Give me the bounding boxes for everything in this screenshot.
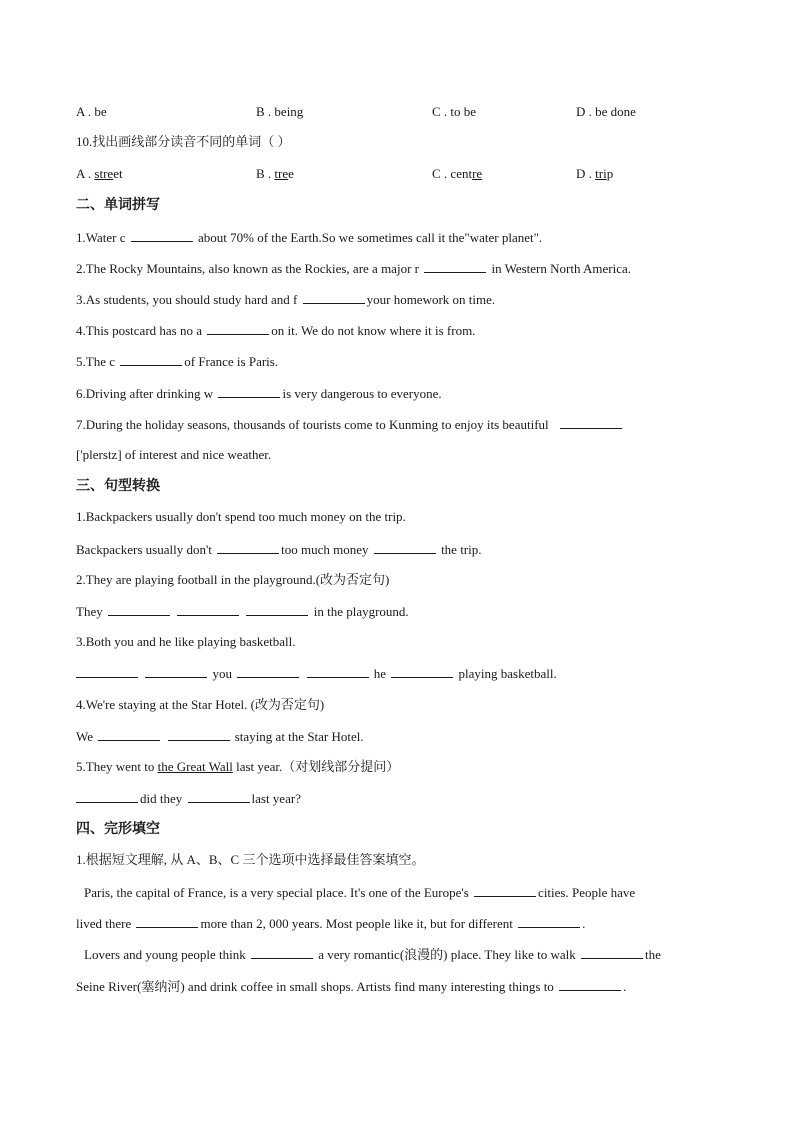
section-title-transform: 三、句型转换 [76,478,160,494]
answer-blank[interactable] [374,541,436,554]
transform-q4-answer: We staying at the Star Hotel. [76,729,364,744]
answer-blank[interactable] [391,665,453,678]
spelling-item-7: 7.During the holiday seasons, thousands of tourists come to Kunming to enjoy its beautiful [76,416,624,433]
q10-option-a: A . street [76,166,123,181]
cloze-paragraph-line-3: Lovers and young people think a very romantic(浪漫的) place. They like to walk the [84,947,661,962]
cloze-paragraph-line-1: Paris, the capital of France, is a very special place. It's one of the Europe's cities. People have [84,885,636,900]
spelling-item-5: 5.The c of France is Paris. [76,354,279,369]
answer-blank[interactable] [424,260,486,273]
transform-q3: 3.Both you and he like playing basketball. [76,634,296,649]
transform-q1: 1.Backpackers usually don't spend too much money on the trip. [76,509,406,524]
answer-blank[interactable] [108,603,170,616]
answer-blank[interactable] [136,915,198,928]
answer-blank[interactable] [217,541,279,554]
answer-blank[interactable] [237,665,299,678]
q9-option-c: C . to be [432,104,477,119]
cloze-instructions: 1.根据短文理解, 从 A、B、C 三个选项中选择最佳答案填空。 [76,852,425,867]
q10-option-c: C . centre [432,166,483,181]
q9-option-a: A . be [76,104,107,119]
transform-q1-answer: Backpackers usually don't too much money the trip. [76,542,482,557]
transform-q3-answer: you he playing basketball. [76,665,557,682]
answer-blank[interactable] [76,790,138,803]
answer-blank[interactable] [246,603,308,616]
answer-blank[interactable] [131,229,193,242]
transform-q2: 2.They are playing football in the playground.(改为否定句) [76,572,390,587]
q10-option-d: D . trip [576,166,614,181]
spelling-item-1: 1.Water c about 70% of the Earth.So we sometimes call it the"water planet". [76,230,543,245]
spelling-item-4: 4.This postcard has no a on it. We do not know where it is from. [76,323,476,338]
transform-q5-answer: did they last year? [76,790,301,807]
answer-blank[interactable] [581,946,643,959]
answer-blank[interactable] [251,946,313,959]
q10-option-b: B . tree [256,166,294,181]
q9-option-d: D . be done [576,104,636,119]
answer-blank[interactable] [218,385,280,398]
transform-q4: 4.We're staying at the Star Hotel. (改为否定句) [76,697,325,712]
section-title-spelling: 二、单词拼写 [76,197,160,213]
answer-blank[interactable] [98,728,160,741]
q10-stem: 10.找出画线部分读音不同的单词（ ） [76,134,291,149]
cloze-paragraph-line-4: Seine River(塞纳河) and drink coffee in small shops. Artists find many interesting things to . [76,979,627,994]
spelling-item-7-continued: ['plerstz] of interest and nice weather. [76,447,272,462]
answer-blank[interactable] [76,665,138,678]
answer-blank[interactable] [145,665,207,678]
q9-option-b: B . being [256,104,304,119]
section-title-cloze: 四、完形填空 [76,821,160,837]
answer-blank[interactable] [303,291,365,304]
spelling-item-3: 3.As students, you should study hard and f your homework on time. [76,292,496,307]
spelling-item-2: 2.The Rocky Mountains, also known as the Rockies, are a major r in Western North America. [76,261,631,276]
answer-blank[interactable] [518,915,580,928]
transform-q5: 5.They went to the Great Wall last year.（对划线部分提问） [76,759,400,774]
answer-blank[interactable] [120,353,182,366]
answer-blank[interactable] [559,978,621,991]
answer-blank[interactable] [168,728,230,741]
answer-blank[interactable] [177,603,239,616]
answer-blank[interactable] [474,884,536,897]
answer-blank[interactable] [307,665,369,678]
transform-q2-answer: They in the playground. [76,604,409,619]
answer-blank[interactable] [207,322,269,335]
spelling-item-6: 6.Driving after drinking w is very dangerous to everyone. [76,386,442,401]
cloze-paragraph-line-2: lived there more than 2, 000 years. Most people like it, but for different . [76,916,586,931]
answer-blank[interactable] [188,790,250,803]
answer-blank[interactable] [560,416,622,429]
